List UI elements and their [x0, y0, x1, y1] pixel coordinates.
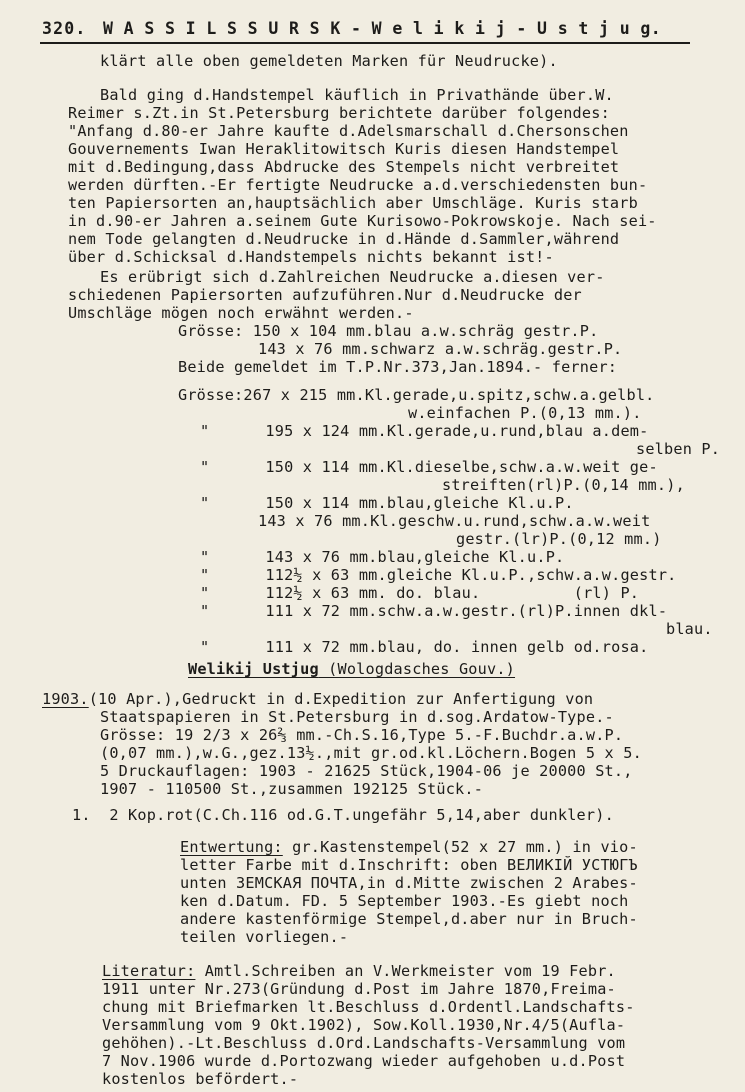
size-entry: Grösse:267 x 215 mm.Kl.gerade,u.spitz,schw.a.gelbl. — [178, 386, 655, 404]
size-entry: " 111 x 72 mm.schw.a.w.gestr.(rl)P.innen dkl- — [200, 602, 668, 620]
size-entry-cont: w.einfachen P.(0,13 mm.). — [408, 404, 642, 422]
size-entry-cont: gestr.(lr)P.(0,12 mm.) — [456, 530, 662, 548]
size-entry: " 195 x 124 mm.Kl.gerade,u.rund,blau a.dem- — [200, 422, 649, 440]
text-line: schiedenen Papiersorten aufzuführen.Nur d.Neudrucke der — [68, 286, 582, 304]
size-entry: " 112½ x 63 mm.gleiche Kl.u.P.,schw.a.w.gestr. — [200, 566, 677, 584]
text-line: mit d.Bedingung,dass Abdrucke des Stempels nicht verbreitet — [68, 158, 620, 176]
size-entry: 143 x 76 mm.Kl.geschw.u.rund,schw.a.w.weit — [258, 512, 651, 530]
page-number: 320. — [42, 19, 87, 38]
size-entry: " 111 x 72 mm.blau, do. innen gelb od.rosa. — [200, 638, 649, 656]
item-1: 1. 2 Kop.rot(C.Ch.116 od.G.T.ungefähr 5,14,aber dunkler). — [72, 806, 614, 824]
text-line: 5 Druckauflagen: 1903 - 21625 Stück,1904-06 je 20000 St., — [100, 762, 633, 780]
text-line: ken d.Datum. FD. 5 September 1903.-Es giebt noch — [180, 892, 629, 910]
text-line: Bald ging d.Handstempel käuflich in Privathände über.W. — [100, 86, 614, 104]
text-line: Es erübrigt sich d.Zahlreichen Neudrucke a.diesen ver- — [100, 268, 605, 286]
text-line: Reimer s.Zt.in St.Petersburg berichtete darüber folgendes: — [68, 104, 610, 122]
text-line: 143 x 76 mm.schwarz a.w.schräg.gestr.P. — [258, 340, 623, 358]
text-line: Grösse: 150 x 104 mm.blau a.w.schräg gestr.P. — [178, 322, 599, 340]
issue-text: (10 Apr.),Gedruckt in d.Expedition zur Anfertigung von — [88, 690, 594, 708]
literatur-text: Amtl.Schreiben an V.Werkmeister vom 19 Febr. — [195, 962, 616, 980]
text-line: 1907 - 110500 St.,zusammen 192125 Stück.- — [100, 780, 484, 798]
size-entry: " 143 x 76 mm.blau,gleiche Kl.u.P. — [200, 548, 565, 566]
text-line: werden dürften.-Er fertigte Neudrucke a.d.verschiedensten bun- — [68, 176, 648, 194]
literatur-label: Literatur: — [102, 962, 196, 980]
entwertung-text: gr.Kastenstempel(52 x 27 mm.) in vio- — [282, 838, 638, 856]
text-line: unten ЗЕМСКАЯ ПОЧТА,in d.Mitte zwischen 2 Arabes- — [180, 874, 638, 892]
text-line: teilen vorliegen.- — [180, 928, 349, 946]
page-header-title: W A S S I L S S U R S K - W e l i k i j - U s t j u g. — [103, 19, 662, 38]
text-line: (0,07 mm.),w.G.,gez.13½.,mit gr.od.kl.Löchern.Bogen 5 x 5. — [100, 744, 642, 762]
text-line: Staatspapieren in St.Petersburg in d.sog.Ardatow-Type.- — [100, 708, 614, 726]
text-line: kostenlos befördert.- — [102, 1070, 299, 1088]
section-heading-title: Welikij Ustjug — [188, 660, 319, 678]
text-line: 1911 unter Nr.273(Gründung d.Post im Jahre 1870,Freima- — [102, 980, 616, 998]
entwertung-line-first — [180, 838, 638, 856]
text-line: in d.90-er Jahren a.seinem Gute Kurisowo-Pokrowskoje. Nach sei- — [68, 212, 657, 230]
size-entry: " 150 x 114 mm.Kl.dieselbe,schw.a.w.weit ge- — [200, 458, 658, 476]
text-line: letter Farbe mit d.Inschrift: oben ВЕЛИКIЙ УСТЮГЪ — [180, 856, 638, 874]
text-line: "Anfang d.80-er Jahre kaufte d.Adelsmarschall d.Chersonschen — [68, 122, 629, 140]
text-line: gehöhen).-Lt.Beschluss d.Ord.Landschafts-Versammlung vom — [102, 1034, 626, 1052]
size-entry-cont: blau. — [666, 620, 713, 638]
size-entry-cont: streiften(rl)P.(0,14 mm.), — [442, 476, 685, 494]
size-entry: " 150 x 114 mm.blau,gleiche Kl.u.P. — [200, 494, 574, 512]
section-heading-subtitle: (Wologdasches Gouv.) — [318, 660, 516, 678]
text-line: ten Papiersorten an,hauptsächlich aber Umschläge. Kuris starb — [68, 194, 638, 212]
size-entry: " 112½ x 63 mm. do. blau. (rl) P. — [200, 584, 640, 602]
text-line: Gouvernements Iwan Heraklitowitsch Kuris diesen Handstempel — [68, 140, 620, 158]
intro-line: klärt alle oben gemeldeten Marken für Neudrucke). — [100, 52, 558, 70]
entwertung-label: Entwertung: — [180, 838, 283, 856]
section-heading — [188, 660, 515, 678]
issue-year: 1903. — [42, 690, 89, 708]
header-rule — [40, 42, 690, 44]
issue-line-first — [42, 690, 593, 708]
literatur-line-first — [102, 962, 616, 980]
text-line: Versammlung vom 9 Okt.1902), Sow.Koll.1930,Nr.4/5(Aufla- — [102, 1016, 626, 1034]
text-line: 7 Nov.1906 wurde d.Portozwang wieder aufgehoben u.d.Post — [102, 1052, 626, 1070]
size-entry-cont: selben P. — [636, 440, 721, 458]
text-line: Grösse: 19 2/3 x 26⅔ mm.-Ch.S.16,Type 5.-F.Buchdr.a.w.P. — [100, 726, 624, 744]
text-line: über d.Schicksal d.Handstempels nichts bekannt ist!- — [68, 248, 554, 266]
text-line: Umschläge mögen noch erwähnt werden.- — [68, 304, 414, 322]
text-line: Beide gemeldet im T.P.Nr.373,Jan.1894.- ferner: — [178, 358, 618, 376]
text-line: nem Tode gelangten d.Neudrucke in d.Hände d.Sammler,während — [68, 230, 620, 248]
text-line: andere kastenförmige Stempel,d.aber nur in Bruch- — [180, 910, 638, 928]
text-line: chung mit Briefmarken lt.Beschluss d.Ordentl.Landschafts- — [102, 998, 635, 1016]
